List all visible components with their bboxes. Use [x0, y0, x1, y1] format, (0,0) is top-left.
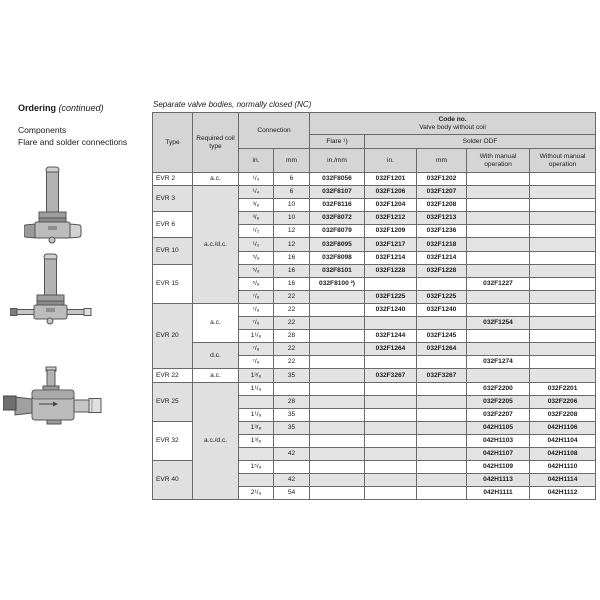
header-without-manual: Without manual operation [530, 149, 596, 173]
cell-without-manual [530, 199, 596, 212]
cell-conn-in: ³/₈ [239, 199, 274, 212]
section-title [18, 103, 150, 113]
cell-with-manual [467, 199, 530, 212]
cell-type: EVR 3 [153, 186, 193, 212]
cell-solder-mm: 032F1236 [417, 225, 467, 238]
cell-flare [310, 461, 365, 474]
cell-with-manual [467, 212, 530, 225]
cell-without-manual [530, 238, 596, 251]
cell-with-manual [467, 330, 530, 343]
cell-solder-mm: 032F1245 [417, 330, 467, 343]
cell-type: EVR 22 [153, 369, 193, 382]
cell-conn-mm: 16 [274, 264, 310, 277]
header-code-no-line2: Valve body without coil [419, 123, 486, 131]
cell-flare: 032F8116 [310, 199, 365, 212]
cell-conn-mm: 12 [274, 238, 310, 251]
cell-with-manual: 032F2205 [467, 395, 530, 408]
ordering-title: Ordering [18, 103, 57, 113]
table-row [153, 343, 596, 356]
cell-flare: 032F8056 [310, 173, 365, 186]
header-solder-odf: Solder ODF [365, 135, 596, 149]
cell-solder-in [365, 447, 417, 460]
cell-solder-mm: 032F1225 [417, 290, 467, 303]
cell-conn-mm: 35 [274, 408, 310, 421]
cell-conn-in [239, 447, 274, 460]
components-label: Components [18, 125, 67, 135]
cell-with-manual [467, 238, 530, 251]
cell-conn-in: ¹/₄ [239, 173, 274, 186]
header-code-no [310, 113, 596, 135]
cell-conn-in: 2¹/₈ [239, 487, 274, 500]
cell-flare: 032F8095 [310, 238, 365, 251]
table-body [153, 173, 596, 500]
cell-conn-in: 1¹/₈ [239, 408, 274, 421]
cell-conn-in: ⁵/₈ [239, 251, 274, 264]
cell-conn-in [239, 474, 274, 487]
table-row [153, 173, 596, 186]
cell-without-manual [530, 251, 596, 264]
cell-coil-type: a.c. [193, 369, 239, 382]
cell-with-manual [467, 186, 530, 199]
cell-with-manual: 042H1105 [467, 421, 530, 434]
cell-solder-mm: 032F1228 [417, 264, 467, 277]
cell-conn-mm: 16 [274, 277, 310, 290]
flare-solder-label: Flare and solder connections [18, 136, 128, 147]
cell-solder-in: 032F1244 [365, 330, 417, 343]
cell-type: EVR 32 [153, 421, 193, 460]
cell-flare [310, 395, 365, 408]
cell-without-manual [530, 343, 596, 356]
cell-flare [310, 303, 365, 316]
cell-with-manual: 042H1111 [467, 487, 530, 500]
cell-coil-type: d.c. [193, 343, 239, 369]
table-row [153, 382, 596, 395]
cell-without-manual: 032F2208 [530, 408, 596, 421]
cell-conn-in: ⁷/₈ [239, 303, 274, 316]
cell-conn-mm: 12 [274, 225, 310, 238]
cell-conn-mm: 28 [274, 330, 310, 343]
cell-conn-mm: 22 [274, 303, 310, 316]
cell-conn-in: ¹/₄ [239, 186, 274, 199]
cell-solder-in: 032F1264 [365, 343, 417, 356]
header-flare-inmm: in./mm [310, 149, 365, 173]
cell-conn-in: 1³/₈ [239, 434, 274, 447]
cell-flare [310, 487, 365, 500]
header-with-manual: With manual operation [467, 149, 530, 173]
cell-solder-mm: 032F3267 [417, 369, 467, 382]
cell-conn-mm: 10 [274, 212, 310, 225]
header-connection: Connection [239, 113, 310, 149]
cell-without-manual [530, 277, 596, 290]
cell-without-manual: 032F2201 [530, 382, 596, 395]
cell-conn-in: ⁷/₈ [239, 290, 274, 303]
ordering-continued: (continued) [58, 103, 104, 113]
cell-type: EVR 2 [153, 173, 193, 186]
cell-solder-mm [417, 317, 467, 330]
cell-flare [310, 369, 365, 382]
cell-solder-mm: 032F1207 [417, 186, 467, 199]
cell-conn-mm [274, 382, 310, 395]
cell-conn-in: ¹/₂ [239, 225, 274, 238]
cell-solder-in: 032F1228 [365, 264, 417, 277]
cell-conn-in [239, 395, 274, 408]
cell-solder-mm: 032F1213 [417, 212, 467, 225]
cell-without-manual [530, 317, 596, 330]
cell-solder-in [365, 461, 417, 474]
cell-conn-mm: 22 [274, 343, 310, 356]
cell-flare: 032F8107 [310, 186, 365, 199]
cell-with-manual: 032F1227 [467, 277, 530, 290]
cell-without-manual [530, 173, 596, 186]
cell-conn-mm: 54 [274, 487, 310, 500]
cell-without-manual [530, 186, 596, 199]
cell-solder-mm: 032F1218 [417, 238, 467, 251]
cell-conn-mm: 16 [274, 251, 310, 264]
cell-conn-in: 1¹/₈ [239, 330, 274, 343]
cell-flare [310, 474, 365, 487]
cell-solder-mm [417, 382, 467, 395]
cell-without-manual: 042H1106 [530, 421, 596, 434]
cell-solder-in: 032F1217 [365, 238, 417, 251]
cell-conn-mm: 42 [274, 447, 310, 460]
cell-flare [310, 408, 365, 421]
cell-solder-mm [417, 408, 467, 421]
cell-flare [310, 421, 365, 434]
cell-conn-in: 1¹/₈ [239, 382, 274, 395]
cell-conn-in: ⁵/₈ [239, 264, 274, 277]
header-solder-in: in. [365, 149, 417, 173]
cell-without-manual: 042H1104 [530, 434, 596, 447]
cell-with-manual [467, 225, 530, 238]
cell-solder-in [365, 408, 417, 421]
cell-solder-mm [417, 277, 467, 290]
cell-coil-type: a.c. [193, 303, 239, 342]
cell-flare [310, 330, 365, 343]
cell-solder-in [365, 434, 417, 447]
cell-conn-in: ¹/₂ [239, 238, 274, 251]
cell-without-manual [530, 264, 596, 277]
header-code-no-line1: Code no. [438, 115, 467, 123]
cell-conn-mm: 28 [274, 395, 310, 408]
cell-with-manual [467, 264, 530, 277]
table-row [153, 369, 596, 382]
cell-without-manual: 042H1114 [530, 474, 596, 487]
valve-table-section [152, 100, 596, 500]
cell-type: EVR 40 [153, 461, 193, 500]
cell-flare: 032F8079 [310, 225, 365, 238]
cell-coil-type: a.c./d.c. [193, 186, 239, 304]
large-solder-valve-illustration [3, 366, 103, 426]
cell-solder-in [365, 395, 417, 408]
cell-conn-mm [274, 434, 310, 447]
cell-type: EVR 15 [153, 264, 193, 303]
cell-type: EVR 10 [153, 238, 193, 264]
cell-type: EVR 20 [153, 303, 193, 368]
cell-type: EVR 6 [153, 212, 193, 238]
cell-without-manual [530, 330, 596, 343]
cell-solder-mm: 032F1264 [417, 343, 467, 356]
cell-conn-in: ⁷/₈ [239, 356, 274, 369]
table-row [153, 303, 596, 316]
cell-solder-in [365, 421, 417, 434]
cell-solder-mm: 032F1214 [417, 251, 467, 264]
cell-solder-mm [417, 395, 467, 408]
cell-solder-mm [417, 461, 467, 474]
header-conn-in: in. [239, 149, 274, 173]
cell-without-manual [530, 356, 596, 369]
cell-with-manual: 032F1274 [467, 356, 530, 369]
header-flare: Flare ¹) [310, 135, 365, 149]
cell-with-manual [467, 343, 530, 356]
cell-with-manual [467, 251, 530, 264]
cell-without-manual [530, 290, 596, 303]
cell-conn-mm: 22 [274, 317, 310, 330]
cell-conn-mm [274, 461, 310, 474]
cell-solder-mm: 032F1202 [417, 173, 467, 186]
header-type: Type [153, 113, 193, 173]
cell-without-manual [530, 212, 596, 225]
left-column [18, 103, 150, 149]
cell-solder-in: 032F1206 [365, 186, 417, 199]
cell-conn-mm: 35 [274, 369, 310, 382]
cell-solder-in: 032F1209 [365, 225, 417, 238]
cell-conn-mm: 35 [274, 421, 310, 434]
cell-conn-mm: 6 [274, 173, 310, 186]
cell-flare [310, 290, 365, 303]
cell-solder-mm: 032F1208 [417, 199, 467, 212]
cell-conn-in: 1³/₈ [239, 369, 274, 382]
cell-solder-in: 032F1204 [365, 199, 417, 212]
cell-solder-mm [417, 421, 467, 434]
cell-conn-in: 1⁵/₈ [239, 461, 274, 474]
header-solder-mm: mm [417, 149, 467, 173]
cell-flare: 032F8101 [310, 264, 365, 277]
valve-body-table [152, 112, 596, 500]
cell-flare [310, 382, 365, 395]
header-coil-type: Required coil type [193, 113, 239, 173]
cell-solder-mm: 032F1240 [417, 303, 467, 316]
cell-flare [310, 343, 365, 356]
cell-with-manual: 042H1109 [467, 461, 530, 474]
cell-solder-in: 032F1201 [365, 173, 417, 186]
cell-conn-in: ⁷/₈ [239, 317, 274, 330]
cell-conn-in: ³/₈ [239, 212, 274, 225]
cell-with-manual [467, 173, 530, 186]
cell-with-manual: 042H1113 [467, 474, 530, 487]
cell-without-manual: 042H1112 [530, 487, 596, 500]
cell-flare [310, 434, 365, 447]
cell-without-manual: 032F2206 [530, 395, 596, 408]
cell-solder-mm [417, 434, 467, 447]
cell-flare: 032F8100 ²) [310, 277, 365, 290]
cell-with-manual: 042H1107 [467, 447, 530, 460]
cell-solder-in [365, 474, 417, 487]
cell-flare: 032F8098 [310, 251, 365, 264]
cell-conn-mm: 22 [274, 290, 310, 303]
cell-conn-mm: 10 [274, 199, 310, 212]
cell-without-manual [530, 369, 596, 382]
cell-conn-in: ⁵/₈ [239, 277, 274, 290]
cell-without-manual [530, 225, 596, 238]
cell-solder-in: 032F1225 [365, 290, 417, 303]
cell-without-manual: 042H1110 [530, 461, 596, 474]
cell-type: EVR 25 [153, 382, 193, 421]
cell-coil-type: a.c. [193, 173, 239, 186]
flare-valve-illustration [24, 166, 82, 244]
cell-solder-in [365, 382, 417, 395]
cell-without-manual: 042H1108 [530, 447, 596, 460]
cell-solder-mm [417, 356, 467, 369]
cell-solder-in: 032F1240 [365, 303, 417, 316]
cell-with-manual: 042H1103 [467, 434, 530, 447]
cell-flare: 032F8072 [310, 212, 365, 225]
cell-flare [310, 317, 365, 330]
cell-solder-in: 032F1214 [365, 251, 417, 264]
cell-conn-mm: 6 [274, 186, 310, 199]
cell-solder-in: 032F1212 [365, 212, 417, 225]
cell-conn-mm: 22 [274, 356, 310, 369]
cell-solder-mm [417, 487, 467, 500]
cell-flare [310, 447, 365, 460]
header-conn-mm: mm [274, 149, 310, 173]
cell-with-manual [467, 290, 530, 303]
cell-flare [310, 356, 365, 369]
cell-conn-in: ⁷/₈ [239, 343, 274, 356]
cell-with-manual: 032F2200 [467, 382, 530, 395]
solder-valve-illustration [10, 253, 92, 325]
cell-solder-mm [417, 474, 467, 487]
cell-conn-in: 1³/₈ [239, 421, 274, 434]
cell-solder-in [365, 317, 417, 330]
cell-conn-mm: 42 [274, 474, 310, 487]
cell-solder-in: 032F3267 [365, 369, 417, 382]
cell-with-manual: 032F2207 [467, 408, 530, 421]
cell-with-manual [467, 303, 530, 316]
cell-solder-mm [417, 447, 467, 460]
cell-with-manual [467, 369, 530, 382]
cell-solder-in [365, 356, 417, 369]
cell-solder-in [365, 487, 417, 500]
table-title: Separate valve bodies, normally closed (NC) [153, 100, 312, 109]
table-row [153, 186, 596, 199]
cell-with-manual: 032F1254 [467, 317, 530, 330]
cell-without-manual [530, 303, 596, 316]
cell-solder-in [365, 277, 417, 290]
cell-coil-type: a.c./d.c. [193, 382, 239, 500]
